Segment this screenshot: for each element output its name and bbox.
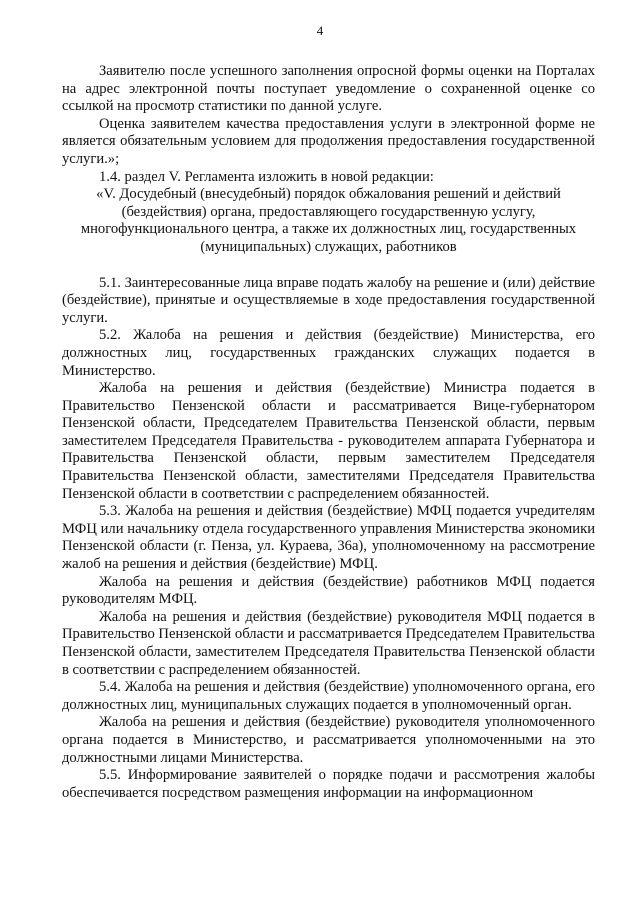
paragraph: 5.3. Жалоба на решения и действия (бездействие) МФЦ подается учредителям МФЦ или начальнику отдела государственного управления Министерства экономики Пензенской области (г. Пенза, ул. Кураева, 36а), уполномоченному на рассмотрение жалоб на решения и действия (бездействие) МФЦ. [62,503,595,573]
document-body [62,63,595,802]
paragraph: Жалоба на решения и действия (бездействие) руководителя уполномоченного органа подается в Министерство, и рассматривается уполномоченными на это должностными лицами Министерства. [62,714,595,766]
paragraph: Жалоба на решения и действия (бездействие) работников МФЦ подается руководителям МФЦ. [62,573,595,608]
section-heading: «V. Досудебный (внесудебный) порядок обжалования решений и действий (бездействия) органа, предоставляющего государственную услугу, многофункционального центра, а также их должностных лиц, государственных (муниципальных) служащих, работников [80,186,577,255]
paragraph: Жалоба на решения и действия (бездействие) Министра подается в Правительство Пензенской области и рассматривается Вице-губернатором Пензенской области, Председателем Правительства Пензенской области, первым заместителем Председателя Правительства - руководителем аппарата Губернатора и Правительства Пензенской области, первым заместителем Председателя Правительства Пензенской области, заместителями Председателя Правительства Пензенской области в соответствии с распределением обязанностей. [62,380,595,502]
paragraph: 1.4. раздел V. Регламента изложить в новой редакции: [99,168,434,185]
paragraph: Оценка заявителем качества предоставления услуги в электронной форме не является обязательным условием для продолжения предоставления государственной услуги.»; [62,115,595,167]
page-number: 4 [316,23,324,38]
paragraph: 5.5. Информирование заявителей о порядке подачи и рассмотрения жалобы обеспечивается посредством размещения информации на информационном [62,767,595,801]
paragraph: Заявителю после успешного заполнения опросной формы оценки на Порталах на адрес электронной почты поступает уведомление о сохраненной оценке со ссылкой на просмотр статистики по данной услуге. [62,63,595,115]
paragraph: 5.4. Жалоба на решения и действия (бездействие) уполномоченного органа, его должностных лиц, муниципальных служащих подается в уполномоченный орган. [62,679,595,713]
paragraph: 5.1. Заинтересованные лица вправе подать жалобу на решение и (или) действие (бездействие), принятые и осуществляемые в ходе предоставления государственной услуги. [62,274,595,326]
paragraph: 5.2. Жалоба на решения и действия (бездействие) Министерства, его должностных лиц, государственных гражданских служащих подается в Министерство. [62,327,595,379]
spacer [62,257,595,275]
paragraph: Жалоба на решения и действия (бездействие) руководителя МФЦ подается в Правительство Пензенской области и рассматривается Председателем Правительства Пензенской области, заместителем Председателя Правительства Пензенской области в соответствии с распределением обязанностей. [62,608,595,678]
